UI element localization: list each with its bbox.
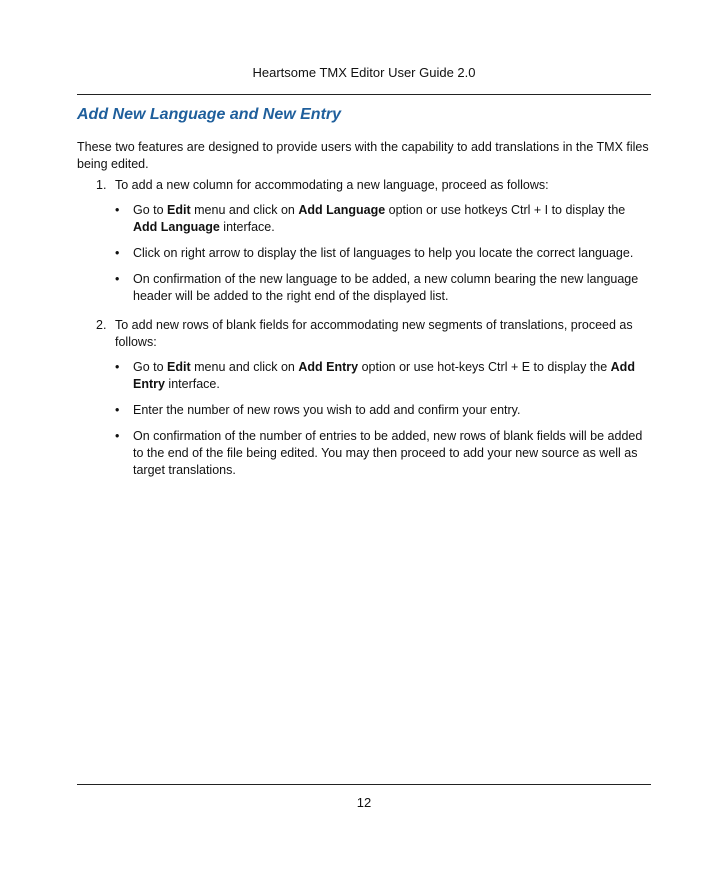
header-divider [77,94,651,95]
bullet-text: option or use hotkeys Ctrl + I to display the [385,203,626,217]
bullet-text: Go to [133,360,168,374]
intro-paragraph: These two features are designed to provide users with the capability to add translations in the TMX files being edited. [77,140,649,171]
step-number: 1. [96,178,107,192]
bullet-icon: • [115,203,120,217]
bold-term: Add Language [133,220,220,234]
bullet-text: option or use hot-keys Ctrl + E to display the [358,360,611,374]
running-header: Heartsome TMX Editor User Guide 2.0 [252,65,476,80]
bold-term: Add Entry [133,360,635,391]
step-1-bullets [115,202,651,305]
bullet-text: On confirmation of the number of entries to be added, new rows of blank fields will be added to the end of the file being edited. You may then proceed to add your new source as well as target translations. [133,429,643,477]
bullet-icon: • [115,246,120,260]
bullet-item [115,271,651,305]
bullet-text: menu and click on [190,360,299,374]
step-number: 2. [96,318,107,332]
page-number: 12 [356,795,372,810]
step-text: To add a new column for accommodating a new language, proceed as follows: [115,178,549,192]
step-2-bullets [115,359,651,479]
bullet-text: Go to [133,203,168,217]
bullet-item [115,245,651,262]
bullet-text: Click on right arrow to display the list of languages to help you locate the correct language. [133,246,634,260]
bullet-icon: • [115,360,120,374]
bullet-text: menu and click on [190,203,299,217]
footer-divider [77,784,651,785]
bold-term: Add Language [298,203,386,217]
bullet-item [115,428,651,479]
bullet-icon: • [115,429,120,443]
section-heading: Add New Language and New Entry [77,106,342,123]
step-1 [77,177,651,305]
bullet-text: Enter the number of new rows you wish to add and confirm your entry. [133,403,521,417]
numbered-steps [77,177,651,488]
bullet-item [115,202,651,236]
bullet-text: interface. [164,377,220,391]
bullet-icon: • [115,403,120,417]
step-text: To add new rows of blank fields for accommodating new segments of translations, proceed as follows: [115,318,633,349]
bullet-icon: • [115,272,120,286]
bold-term: Add Entry [298,360,359,374]
bold-term: Edit [167,203,191,217]
bullet-text: On confirmation of the new language to be added, a new column bearing the new language header will be added to the right end of the displayed list. [133,272,639,303]
bullet-text: interface. [219,220,275,234]
step-2 [77,317,651,479]
bullet-item [115,359,651,393]
bullet-item [115,402,651,419]
bold-term: Edit [167,360,191,374]
